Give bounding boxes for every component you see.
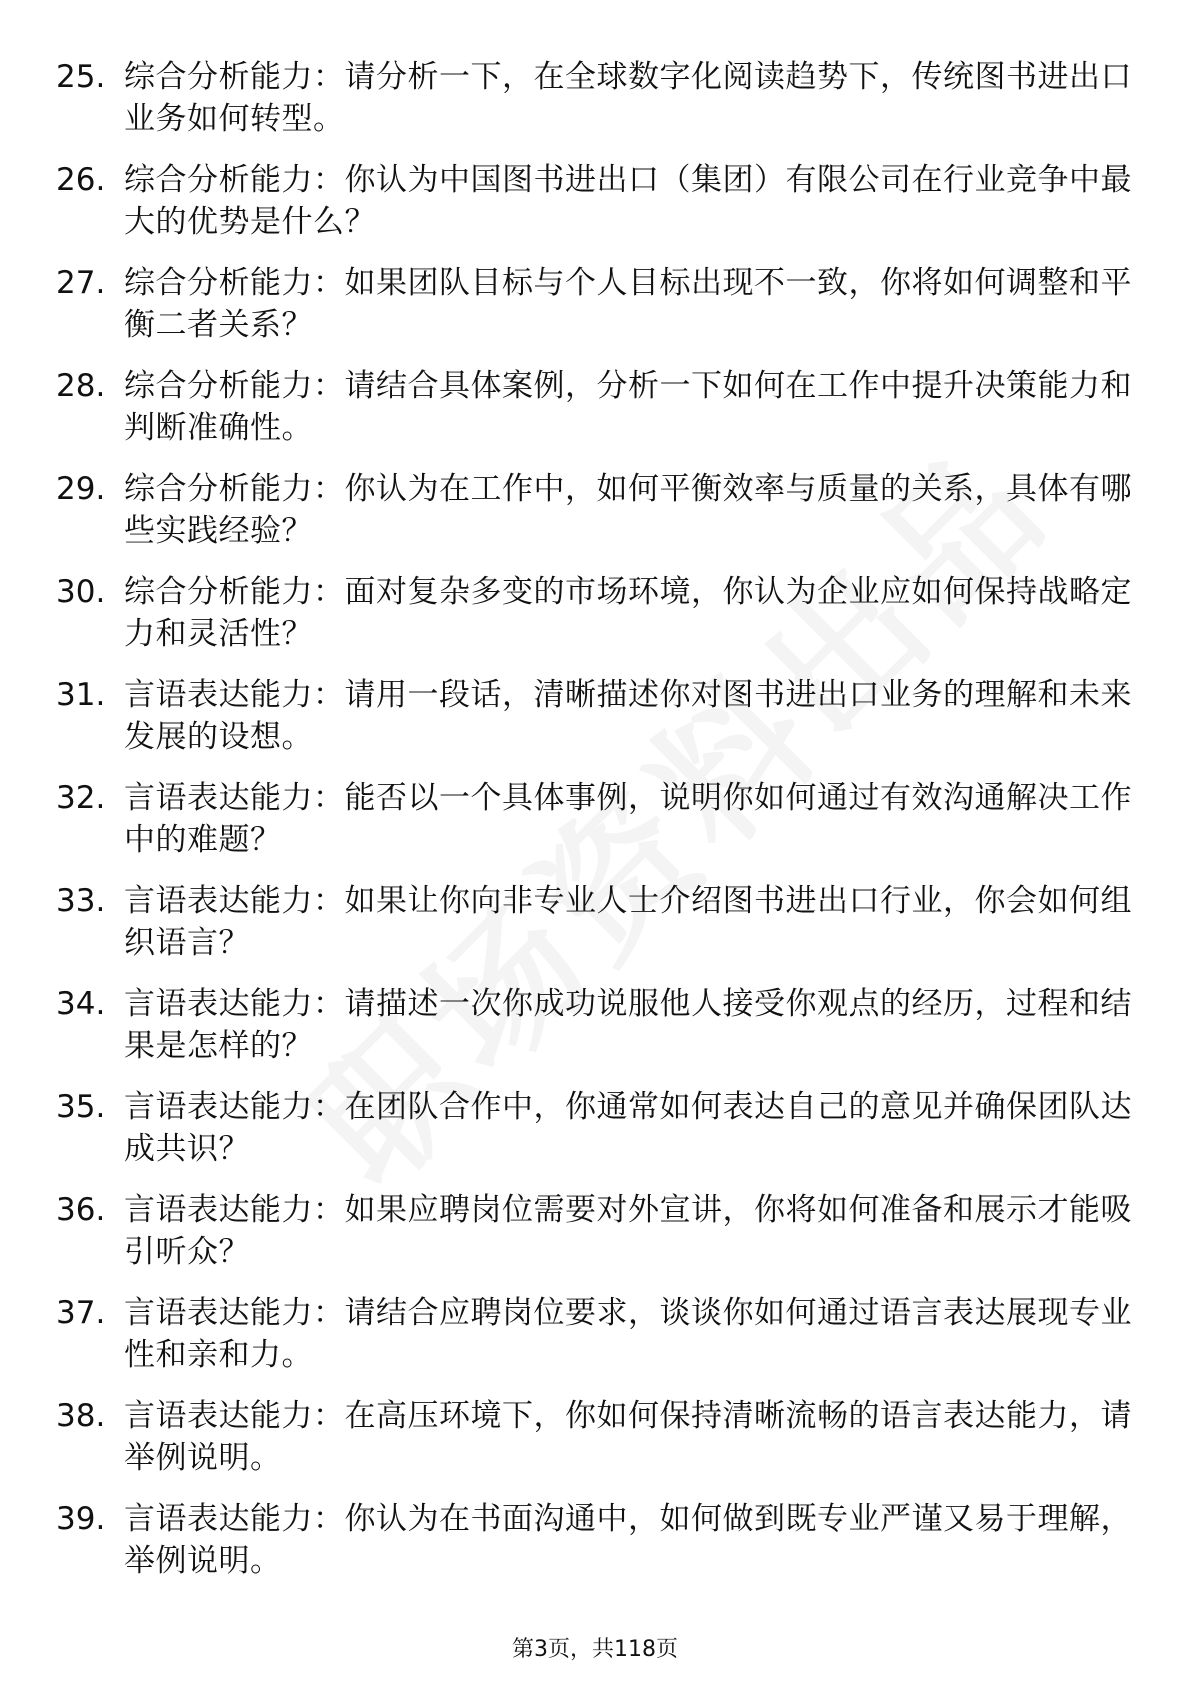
question-item xyxy=(0,571,1190,674)
question-text: 言语表达能力：在团队合作中，你通常如何表达自己的意见并确保团队达成共识？ xyxy=(124,1089,1132,1167)
question-text: 言语表达能力：如果让你向非专业人士介绍图书进出口行业，你会如何组织语言？ xyxy=(124,883,1132,961)
question-number: 36. xyxy=(56,1192,106,1228)
question-item xyxy=(0,468,1190,571)
question-text: 言语表达能力：如果应聘岗位需要对外宣讲，你将如何准备和展示才能吸引听众？ xyxy=(124,1192,1132,1270)
question-text: 言语表达能力：请描述一次你成功说服他人接受你观点的经历，过程和结果是怎样的？ xyxy=(124,986,1132,1064)
question-number: 39. xyxy=(56,1501,106,1537)
question-number: 27. xyxy=(56,265,106,301)
page-footer: 第3页，共118页 xyxy=(512,1637,678,1662)
question-number: 30. xyxy=(56,574,106,610)
question-number: 28. xyxy=(56,368,106,404)
question-text: 综合分析能力：面对复杂多变的市场环境，你认为企业应如何保持战略定力和灵活性？ xyxy=(124,574,1132,652)
question-text: 综合分析能力：请结合具体案例，分析一下如何在工作中提升决策能力和判断准确性。 xyxy=(124,368,1132,446)
question-number: 31. xyxy=(56,677,106,713)
question-item xyxy=(0,1189,1190,1292)
question-text: 综合分析能力：你认为在工作中，如何平衡效率与质量的关系，具体有哪些实践经验？ xyxy=(124,471,1132,549)
question-number: 37. xyxy=(56,1295,106,1331)
question-text: 言语表达能力：请结合应聘岗位要求，谈谈你如何通过语言表达展现专业性和亲和力。 xyxy=(124,1295,1132,1373)
question-list xyxy=(0,56,1190,1601)
question-number: 25. xyxy=(56,59,106,95)
question-number: 38. xyxy=(56,1398,106,1434)
question-number: 33. xyxy=(56,883,106,919)
question-text: 言语表达能力：能否以一个具体事例，说明你如何通过有效沟通解决工作中的难题？ xyxy=(124,780,1132,858)
question-item xyxy=(0,1292,1190,1395)
question-text: 言语表达能力：在高压环境下，你如何保持清晰流畅的语言表达能力，请举例说明。 xyxy=(124,1398,1132,1476)
question-text: 综合分析能力：你认为中国图书进出口（集团）有限公司在行业竞争中最大的优势是什么？ xyxy=(124,162,1132,240)
question-text: 综合分析能力：请分析一下，在全球数字化阅读趋势下，传统图书进出口业务如何转型。 xyxy=(124,59,1132,137)
question-item xyxy=(0,777,1190,880)
question-number: 32. xyxy=(56,780,106,816)
question-item xyxy=(0,1086,1190,1189)
question-item xyxy=(0,262,1190,365)
question-number: 29. xyxy=(56,471,106,507)
question-item xyxy=(0,56,1190,159)
question-number: 26. xyxy=(56,162,106,198)
question-number: 35. xyxy=(56,1089,106,1125)
question-item xyxy=(0,159,1190,262)
question-item xyxy=(0,983,1190,1086)
question-text: 言语表达能力：请用一段话，清晰描述你对图书进出口业务的理解和未来发展的设想。 xyxy=(124,677,1132,755)
question-item xyxy=(0,674,1190,777)
question-item xyxy=(0,1498,1190,1601)
question-text: 综合分析能力：如果团队目标与个人目标出现不一致，你将如何调整和平衡二者关系？ xyxy=(124,265,1132,343)
question-number: 34. xyxy=(56,986,106,1022)
question-item xyxy=(0,365,1190,468)
question-item xyxy=(0,880,1190,983)
question-text: 言语表达能力：你认为在书面沟通中，如何做到既专业严谨又易于理解，举例说明。 xyxy=(124,1501,1132,1579)
question-item xyxy=(0,1395,1190,1498)
